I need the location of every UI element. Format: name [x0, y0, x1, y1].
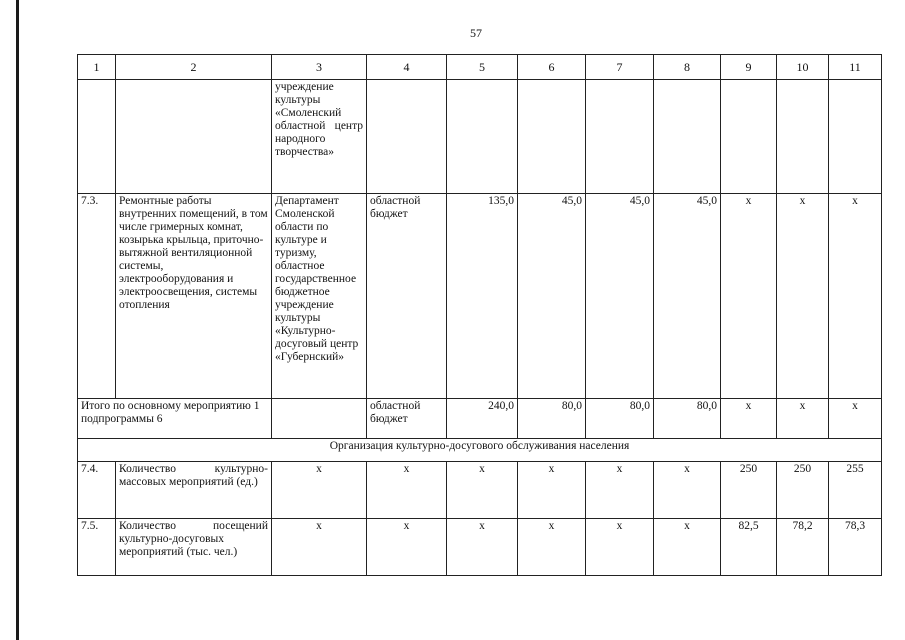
value-col-5: х — [447, 519, 518, 576]
value-col-10: х — [777, 194, 829, 399]
program-table — [77, 54, 882, 576]
section-row — [78, 439, 882, 462]
value-col-11: х — [829, 399, 882, 439]
col-header: 1 — [78, 55, 116, 80]
table-row-7-3 — [78, 194, 882, 399]
indicator-name: Количество культурно-массовых мероприятий (ед.) — [116, 462, 272, 519]
value-total: 240,0 — [447, 399, 518, 439]
row-number: 7.4. — [78, 462, 116, 519]
header-row — [78, 55, 882, 80]
table-row-total — [78, 399, 882, 439]
value-col-6: х — [518, 519, 586, 576]
value-col-11: 255 — [829, 462, 882, 519]
value-year-3: 80,0 — [654, 399, 721, 439]
value-col-5: х — [447, 462, 518, 519]
value-col-7: х — [586, 519, 654, 576]
value-year-1: 80,0 — [518, 399, 586, 439]
value-col-11: х — [829, 194, 882, 399]
value-year-2: 80,0 — [586, 399, 654, 439]
col-header: 6 — [518, 55, 586, 80]
col-header: 5 — [447, 55, 518, 80]
value-year-1: 45,0 — [518, 194, 586, 399]
left-margin-bar — [16, 0, 19, 640]
value-total: 135,0 — [447, 194, 518, 399]
page-number: 57 — [470, 26, 482, 40]
table-row-continuation — [78, 80, 882, 194]
value-col-7: х — [586, 462, 654, 519]
funding-source: областной бюджет — [367, 194, 447, 399]
table-row-7-4 — [78, 462, 882, 519]
col-header: 7 — [586, 55, 654, 80]
value-col-9: 250 — [721, 462, 777, 519]
value-col-10: 250 — [777, 462, 829, 519]
executor-cell: учреждение культуры «Смоленский областной центр народного творчества» — [272, 80, 367, 194]
value-col-3: х — [272, 462, 367, 519]
col-header: 3 — [272, 55, 367, 80]
value-year-3: 45,0 — [654, 194, 721, 399]
row-number: 7.3. — [78, 194, 116, 399]
value-col-3: х — [272, 519, 367, 576]
value-col-6: х — [518, 462, 586, 519]
funding-source: областной бюджет — [367, 399, 447, 439]
row-number: 7.5. — [78, 519, 116, 576]
col-header: 9 — [721, 55, 777, 80]
value-col-9: х — [721, 399, 777, 439]
value-col-11: 78,3 — [829, 519, 882, 576]
value-col-8: х — [654, 519, 721, 576]
col-header: 8 — [654, 55, 721, 80]
total-label: Итого по основному мероприятию 1 подпрограммы 6 — [78, 399, 272, 439]
value-col-4: х — [367, 462, 447, 519]
value-col-10: 78,2 — [777, 519, 829, 576]
value-col-8: х — [654, 462, 721, 519]
col-header: 11 — [829, 55, 882, 80]
col-header: 2 — [116, 55, 272, 80]
section-title: Организация культурно-досугового обслуживания населения — [78, 439, 882, 462]
value-col-9: 82,5 — [721, 519, 777, 576]
measure-name: Ремонтные работы внутренних помещений, в том числе гримерных комнат, козырька крыльца, приточно-вытяжной вентиляционной системы, электрооборудования и электроосвещения, системы отопления — [116, 194, 272, 399]
table-row-7-5 — [78, 519, 882, 576]
col-header: 4 — [367, 55, 447, 80]
value-year-2: 45,0 — [586, 194, 654, 399]
indicator-name: Количество посещений культурно-досуговых мероприятий (тыс. чел.) — [116, 519, 272, 576]
executor-cell: Департамент Смоленской области по культуре и туризму, областное государственное бюджетное учреждение культуры «Культурно-досуговый центр «Губернский» — [272, 194, 367, 399]
value-col-9: х — [721, 194, 777, 399]
value-col-10: х — [777, 399, 829, 439]
value-col-4: х — [367, 519, 447, 576]
col-header: 10 — [777, 55, 829, 80]
